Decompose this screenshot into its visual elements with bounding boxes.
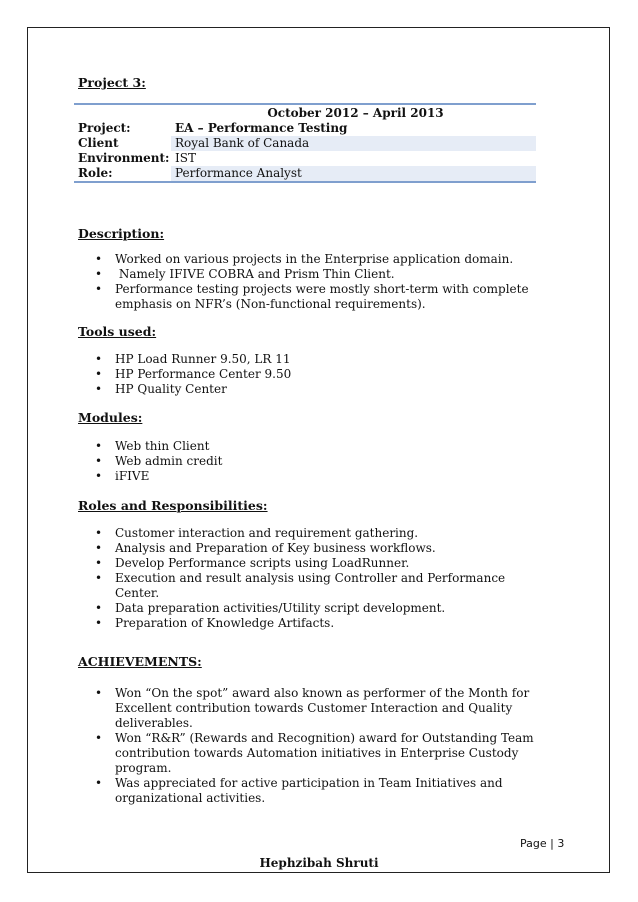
page-number: Page | 3: [520, 837, 565, 850]
list-item: • Preparation of Knowledge Artifacts.: [95, 616, 335, 630]
list-item: • Analysis and Preparation of Key business workflows.: [95, 541, 436, 555]
list-item: • Worked on various projects in the Enterprise application domain.: [95, 252, 514, 266]
achievements-list: [95, 686, 543, 806]
list-item: • Web thin Client: [95, 439, 210, 453]
description-heading: Description:: [78, 226, 165, 241]
row-label: Client: [78, 136, 119, 150]
row-value: Royal Bank of Canada: [171, 136, 536, 151]
list-item: • iFIVE: [95, 469, 150, 483]
list-item: • Namely IFIVE COBRA and Prism Thin Client.: [95, 267, 395, 281]
list-item: • Performance testing projects were mostly short-term with complete emphasis on NFR’s (Non-functional requirements).: [95, 282, 529, 311]
row-label: Role:: [74, 166, 171, 182]
date-row: [74, 104, 536, 121]
author-name: Hephzibah Shruti: [259, 856, 379, 870]
table-row: [74, 121, 536, 136]
row-value: Performance Analyst: [171, 166, 536, 182]
row-value: EA – Performance Testing: [175, 121, 348, 135]
description-list: [95, 252, 545, 312]
list-item: • Won “On the spot” award also known as performer of the Month for Excellent contribution towards Customer Interaction and Quality deliverables.: [95, 686, 530, 730]
tools-heading: Tools used:: [78, 324, 157, 339]
row-label: Project:: [78, 121, 131, 135]
list-item: • Develop Performance scripts using LoadRunner.: [95, 556, 410, 570]
tools-list: [95, 352, 545, 397]
modules-list: [95, 439, 545, 484]
list-item: • HP Performance Center 9.50: [95, 367, 292, 381]
list-item: • Customer interaction and requirement gathering.: [95, 526, 419, 540]
row-label: Environment:: [78, 151, 170, 165]
table-row: [74, 166, 536, 182]
modules-heading: Modules:: [78, 410, 143, 425]
table-row: [74, 151, 536, 166]
list-item: • Won “R&R” (Rewards and Recognition) award for Outstanding Team contribution towards Automation initiatives in Enterprise Custody program.: [95, 731, 534, 775]
list-item: • HP Quality Center: [95, 382, 227, 396]
achievements-heading: ACHIEVEMENTS:: [78, 654, 202, 669]
table-row: [74, 136, 536, 151]
roles-heading: Roles and Responsibilities:: [78, 498, 268, 513]
roles-list: [95, 526, 545, 631]
project-table: [74, 103, 536, 183]
list-item: • Execution and result analysis using Controller and Performance Center.: [95, 571, 506, 600]
list-item: • Data preparation activities/Utility script development.: [95, 601, 446, 615]
project-heading: Project 3:: [78, 75, 146, 90]
list-item: • HP Load Runner 9.50, LR 11: [95, 352, 291, 366]
row-value: IST: [175, 151, 196, 165]
list-item: • Was appreciated for active participation in Team Initiatives and organizational activities.: [95, 776, 503, 805]
date-range: October 2012 – April 2013: [171, 104, 536, 121]
list-item: • Web admin credit: [95, 454, 223, 468]
